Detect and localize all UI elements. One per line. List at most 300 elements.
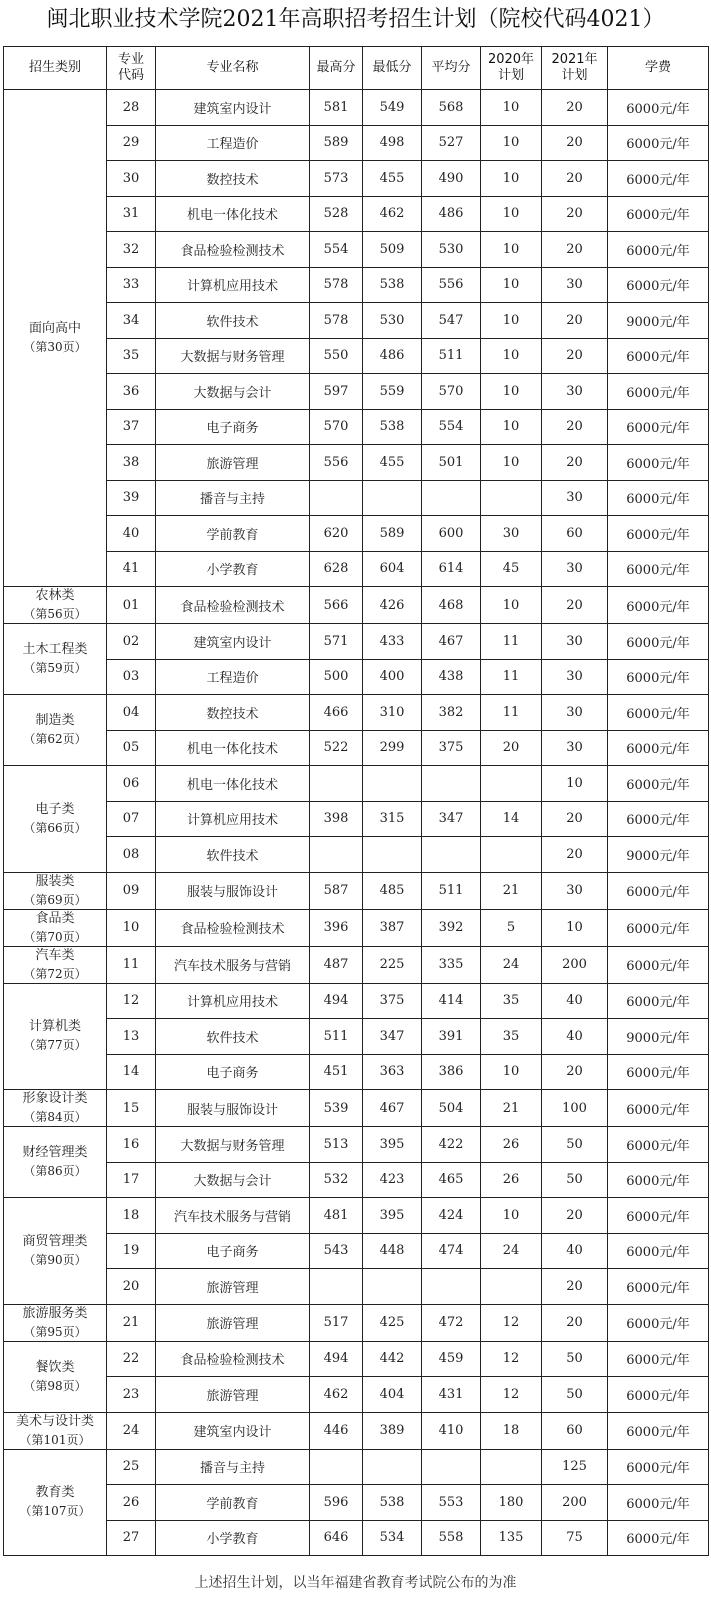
min-score-cell: 530 [363, 303, 422, 339]
header-plan-2020: 2020年 计划 [481, 47, 542, 90]
plan-2020-cell: 10 [481, 90, 542, 126]
min-score-cell: 455 [363, 445, 422, 481]
tuition-fee-cell: 6000元/年 [608, 1304, 709, 1341]
major-code-cell: 12 [107, 983, 156, 1019]
avg-score-cell: 558 [422, 1520, 481, 1556]
max-score-cell: 451 [310, 1054, 363, 1090]
min-score-cell: 225 [363, 946, 422, 983]
table-row [4, 1377, 709, 1413]
table-row [4, 1162, 709, 1198]
major-name-cell: 食品检验检测技术 [156, 587, 310, 624]
major-code-cell: 33 [107, 267, 156, 303]
plan-2021-cell: 30 [542, 480, 608, 516]
tuition-fee-cell: 6000元/年 [608, 730, 709, 766]
tuition-fee-cell: 6000元/年 [608, 801, 709, 837]
max-score-cell: 481 [310, 1198, 363, 1234]
table-row [4, 267, 709, 303]
plan-2020-cell: 5 [481, 909, 542, 946]
avg-score-cell: 467 [422, 624, 481, 660]
plan-2020-cell: 11 [481, 695, 542, 731]
plan-2021-cell: 50 [542, 1341, 608, 1377]
plan-2020-cell: 10 [481, 267, 542, 303]
major-name-cell: 机电一体化技术 [156, 196, 310, 232]
avg-score-cell: 490 [422, 161, 481, 197]
avg-score-cell: 382 [422, 695, 481, 731]
major-name-cell: 播音与主持 [156, 1449, 310, 1485]
avg-score-cell: 486 [422, 196, 481, 232]
category-page-ref: （第56页） [23, 607, 87, 621]
table-row [4, 1485, 709, 1521]
major-name-cell: 小学教育 [156, 1520, 310, 1556]
max-score-cell: 571 [310, 624, 363, 660]
min-score-cell: 604 [363, 551, 422, 587]
max-score-cell: 646 [310, 1520, 363, 1556]
header-major-name: 专业名称 [156, 47, 310, 90]
max-score-cell: 539 [310, 1090, 363, 1127]
min-score-cell [363, 766, 422, 802]
category-page-ref: （第59页） [23, 661, 87, 675]
category-cell [4, 909, 107, 946]
max-score-cell: 396 [310, 909, 363, 946]
plan-2020-cell: 10 [481, 374, 542, 410]
tuition-fee-cell: 6000元/年 [608, 695, 709, 731]
major-code-cell: 09 [107, 872, 156, 909]
max-score-cell: 513 [310, 1127, 363, 1163]
table-row [4, 983, 709, 1019]
table-row [4, 1198, 709, 1234]
plan-2020-cell: 10 [481, 1054, 542, 1090]
major-code-cell: 07 [107, 801, 156, 837]
table-row [4, 1233, 709, 1269]
table-row [4, 90, 709, 126]
max-score-cell: 550 [310, 338, 363, 374]
max-score-cell: 554 [310, 232, 363, 268]
table-row [4, 196, 709, 232]
avg-score-cell: 472 [422, 1304, 481, 1341]
category-cell [4, 1090, 107, 1127]
max-score-cell: 620 [310, 516, 363, 552]
plan-2020-cell: 26 [481, 1127, 542, 1163]
max-score-cell: 581 [310, 90, 363, 126]
min-score-cell [363, 1449, 422, 1485]
plan-2020-cell [481, 837, 542, 873]
plan-2020-cell: 10 [481, 409, 542, 445]
category-cell [4, 1449, 107, 1556]
tuition-fee-cell: 6000元/年 [608, 1162, 709, 1198]
category-page-ref: （第107页） [19, 1504, 91, 1519]
major-name-cell: 大数据与财务管理 [156, 338, 310, 374]
plan-2021-cell: 30 [542, 659, 608, 695]
min-score-cell: 395 [363, 1127, 422, 1163]
max-score-cell [310, 480, 363, 516]
major-code-cell: 03 [107, 659, 156, 695]
category-cell [4, 946, 107, 983]
major-name-cell: 旅游管理 [156, 1304, 310, 1341]
avg-score-cell: 335 [422, 946, 481, 983]
min-score-cell: 538 [363, 267, 422, 303]
plan-2021-cell: 40 [542, 983, 608, 1019]
min-score-cell: 375 [363, 983, 422, 1019]
category-cell [4, 1198, 107, 1305]
major-code-cell: 14 [107, 1054, 156, 1090]
major-name-cell: 电子商务 [156, 1054, 310, 1090]
category-name: 旅游服务类 [22, 1305, 88, 1321]
category-page-ref: （第86页） [23, 1164, 87, 1178]
major-name-cell: 计算机应用技术 [156, 801, 310, 837]
min-score-cell: 538 [363, 409, 422, 445]
plan-2021-cell: 20 [542, 90, 608, 126]
plan-2020-cell: 12 [481, 1377, 542, 1413]
major-code-cell: 34 [107, 303, 156, 339]
plan-2021-cell: 20 [542, 837, 608, 873]
tuition-fee-cell: 6000元/年 [608, 1341, 709, 1377]
major-code-cell: 39 [107, 480, 156, 516]
major-code-cell: 08 [107, 837, 156, 873]
category-cell [4, 766, 107, 873]
major-name-cell: 机电一体化技术 [156, 766, 310, 802]
table-row [4, 125, 709, 161]
category-page-ref: （第84页） [23, 1110, 87, 1124]
table-row [4, 730, 709, 766]
plan-2021-cell: 100 [542, 1090, 608, 1127]
table-row [4, 551, 709, 587]
category-name: 财经管理类 [22, 1145, 88, 1160]
plan-2020-cell: 10 [481, 161, 542, 197]
major-code-cell: 05 [107, 730, 156, 766]
avg-score-cell: 465 [422, 1162, 481, 1198]
max-score-cell [310, 1269, 363, 1305]
avg-score-cell: 392 [422, 909, 481, 946]
major-code-cell: 15 [107, 1090, 156, 1127]
table-row [4, 1019, 709, 1055]
plan-2020-cell: 12 [481, 1341, 542, 1377]
major-name-cell: 旅游管理 [156, 1377, 310, 1413]
table-row [4, 1127, 709, 1163]
plan-2020-cell [481, 1269, 542, 1305]
header-min-score: 最低分 [363, 47, 422, 90]
table-row [4, 909, 709, 946]
min-score-cell: 433 [363, 624, 422, 660]
tuition-fee-cell: 6000元/年 [608, 232, 709, 268]
plan-2020-cell: 10 [481, 303, 542, 339]
tuition-fee-cell: 6000元/年 [608, 587, 709, 624]
min-score-cell: 498 [363, 125, 422, 161]
avg-score-cell: 527 [422, 125, 481, 161]
min-score-cell: 400 [363, 659, 422, 695]
major-code-cell: 20 [107, 1269, 156, 1305]
max-score-cell [310, 766, 363, 802]
avg-score-cell: 568 [422, 90, 481, 126]
major-name-cell: 汽车技术服务与营销 [156, 1198, 310, 1234]
header-max-score: 最高分 [310, 47, 363, 90]
plan-2020-cell [481, 766, 542, 802]
major-name-cell: 建筑室内设计 [156, 90, 310, 126]
plan-2021-cell: 20 [542, 445, 608, 481]
plan-2021-cell: 125 [542, 1449, 608, 1485]
category-page-ref: （第77页） [23, 1038, 87, 1053]
table-row [4, 1090, 709, 1127]
category-name: 餐饮类 [35, 1359, 75, 1375]
category-cell [4, 695, 107, 766]
max-score-cell: 596 [310, 1485, 363, 1521]
category-name: 农林类 [35, 588, 75, 603]
max-score-cell: 578 [310, 303, 363, 339]
plan-2020-cell: 11 [481, 624, 542, 660]
plan-2020-cell: 10 [481, 125, 542, 161]
plan-2021-cell: 20 [542, 801, 608, 837]
major-name-cell: 大数据与财务管理 [156, 1127, 310, 1163]
tuition-fee-cell: 6000元/年 [608, 90, 709, 126]
max-score-cell: 511 [310, 1019, 363, 1055]
plan-2020-cell: 135 [481, 1520, 542, 1556]
min-score-cell: 589 [363, 516, 422, 552]
category-name: 土木工程类 [22, 642, 88, 657]
tuition-fee-cell: 6000元/年 [608, 1377, 709, 1413]
max-score-cell: 628 [310, 551, 363, 587]
min-score-cell: 485 [363, 872, 422, 909]
major-code-cell: 11 [107, 946, 156, 983]
table-body [4, 90, 709, 1556]
min-score-cell: 404 [363, 1377, 422, 1413]
avg-score-cell: 347 [422, 801, 481, 837]
major-name-cell: 小学教育 [156, 551, 310, 587]
plan-2021-cell: 20 [542, 587, 608, 624]
max-score-cell: 517 [310, 1304, 363, 1341]
major-name-cell: 计算机应用技术 [156, 983, 310, 1019]
major-name-cell: 服装与服饰设计 [156, 1090, 310, 1127]
plan-2021-cell: 30 [542, 267, 608, 303]
major-code-cell: 06 [107, 766, 156, 802]
major-code-cell: 02 [107, 624, 156, 660]
plan-2020-cell: 12 [481, 1304, 542, 1341]
plan-2020-cell: 26 [481, 1162, 542, 1198]
min-score-cell: 442 [363, 1341, 422, 1377]
major-name-cell: 汽车技术服务与营销 [156, 946, 310, 983]
avg-score-cell: 511 [422, 872, 481, 909]
major-code-cell: 32 [107, 232, 156, 268]
avg-score-cell: 570 [422, 374, 481, 410]
category-cell [4, 587, 107, 624]
tuition-fee-cell: 6000元/年 [608, 445, 709, 481]
category-name: 服装类 [35, 873, 75, 889]
plan-2021-cell: 30 [542, 624, 608, 660]
major-name-cell: 服装与服饰设计 [156, 872, 310, 909]
category-page-ref: （第101页） [19, 1432, 91, 1447]
major-code-cell: 22 [107, 1341, 156, 1377]
tuition-fee-cell: 6000元/年 [608, 1198, 709, 1234]
plan-2020-cell: 24 [481, 1233, 542, 1269]
max-score-cell: 532 [310, 1162, 363, 1198]
major-code-cell: 30 [107, 161, 156, 197]
table-row [4, 837, 709, 873]
major-code-cell: 41 [107, 551, 156, 587]
plan-2021-cell: 20 [542, 1054, 608, 1090]
plan-2021-cell: 30 [542, 695, 608, 731]
table-row [4, 946, 709, 983]
table-row [4, 1269, 709, 1305]
major-code-cell: 10 [107, 909, 156, 946]
plan-2020-cell: 11 [481, 659, 542, 695]
major-code-cell: 01 [107, 587, 156, 624]
avg-score-cell: 410 [422, 1412, 481, 1449]
major-code-cell: 36 [107, 374, 156, 410]
avg-score-cell: 547 [422, 303, 481, 339]
tuition-fee-cell: 9000元/年 [608, 837, 709, 873]
max-score-cell: 578 [310, 267, 363, 303]
tuition-fee-cell: 6000元/年 [608, 1269, 709, 1305]
min-score-cell: 425 [363, 1304, 422, 1341]
avg-score-cell: 468 [422, 587, 481, 624]
tuition-fee-cell: 9000元/年 [608, 303, 709, 339]
min-score-cell: 363 [363, 1054, 422, 1090]
plan-2021-cell: 30 [542, 730, 608, 766]
major-name-cell: 数控技术 [156, 161, 310, 197]
header-category: 招生类别 [4, 47, 107, 90]
plan-2020-cell: 35 [481, 1019, 542, 1055]
tuition-fee-cell: 6000元/年 [608, 196, 709, 232]
avg-score-cell: 386 [422, 1054, 481, 1090]
max-score-cell [310, 1449, 363, 1485]
category-cell [4, 1127, 107, 1198]
tuition-fee-cell: 9000元/年 [608, 1019, 709, 1055]
max-score-cell: 462 [310, 1377, 363, 1413]
plan-2020-cell: 45 [481, 551, 542, 587]
tuition-fee-cell: 6000元/年 [608, 125, 709, 161]
table-row [4, 409, 709, 445]
max-score-cell: 522 [310, 730, 363, 766]
tuition-fee-cell: 6000元/年 [608, 480, 709, 516]
max-score-cell: 466 [310, 695, 363, 731]
max-score-cell: 500 [310, 659, 363, 695]
avg-score-cell: 438 [422, 659, 481, 695]
major-name-cell: 旅游管理 [156, 445, 310, 481]
plan-2021-cell: 50 [542, 1162, 608, 1198]
max-score-cell: 570 [310, 409, 363, 445]
plan-2020-cell: 18 [481, 1412, 542, 1449]
category-name: 制造类 [35, 713, 75, 728]
table-row [4, 1449, 709, 1485]
tuition-fee-cell: 6000元/年 [608, 1054, 709, 1090]
category-name: 汽车类 [35, 947, 75, 963]
min-score-cell: 559 [363, 374, 422, 410]
category-page-ref: （第95页） [23, 1324, 87, 1339]
major-code-cell: 19 [107, 1233, 156, 1269]
plan-2020-cell: 10 [481, 1198, 542, 1234]
plan-2021-cell: 20 [542, 1198, 608, 1234]
table-row [4, 766, 709, 802]
min-score-cell: 538 [363, 1485, 422, 1521]
category-cell [4, 624, 107, 695]
table-row [4, 232, 709, 268]
min-score-cell: 549 [363, 90, 422, 126]
table-row [4, 445, 709, 481]
max-score-cell: 446 [310, 1412, 363, 1449]
tuition-fee-cell: 6000元/年 [608, 338, 709, 374]
plan-2021-cell: 20 [542, 1304, 608, 1341]
category-page-ref: （第30页） [23, 340, 87, 354]
table-row [4, 516, 709, 552]
category-name: 电子类 [35, 801, 75, 817]
category-name: 美术与设计类 [15, 1413, 94, 1429]
plan-2020-cell [481, 480, 542, 516]
major-name-cell: 机电一体化技术 [156, 730, 310, 766]
tuition-fee-cell: 6000元/年 [608, 983, 709, 1019]
major-name-cell: 软件技术 [156, 1019, 310, 1055]
plan-2020-cell: 21 [481, 872, 542, 909]
max-score-cell: 556 [310, 445, 363, 481]
plan-2021-cell: 20 [542, 409, 608, 445]
category-name: 食品类 [35, 910, 75, 926]
category-name: 教育类 [35, 1485, 75, 1501]
table-row [4, 624, 709, 660]
plan-2020-cell: 24 [481, 946, 542, 983]
tuition-fee-cell: 6000元/年 [608, 909, 709, 946]
avg-score-cell [422, 480, 481, 516]
max-score-cell: 589 [310, 125, 363, 161]
major-name-cell: 旅游管理 [156, 1269, 310, 1305]
plan-2021-cell: 60 [542, 516, 608, 552]
table-row [4, 338, 709, 374]
footer-note: 上述招生计划，以当年福建省教育考试院公布的为准 [194, 1575, 517, 1591]
tuition-fee-cell: 6000元/年 [608, 659, 709, 695]
min-score-cell: 534 [363, 1520, 422, 1556]
max-score-cell: 494 [310, 983, 363, 1019]
avg-score-cell: 391 [422, 1019, 481, 1055]
min-score-cell: 347 [363, 1019, 422, 1055]
min-score-cell: 389 [363, 1412, 422, 1449]
major-name-cell: 工程造价 [156, 659, 310, 695]
header-plan-2021: 2021年 计划 [542, 47, 608, 90]
tuition-fee-cell: 6000元/年 [608, 409, 709, 445]
category-cell [4, 1304, 107, 1341]
table-row [4, 303, 709, 339]
plan-2021-cell: 200 [542, 946, 608, 983]
min-score-cell: 509 [363, 232, 422, 268]
plan-2020-cell [481, 1449, 542, 1485]
plan-2020-cell: 10 [481, 196, 542, 232]
avg-score-cell [422, 837, 481, 873]
major-name-cell: 大数据与会计 [156, 374, 310, 410]
plan-2021-cell: 20 [542, 161, 608, 197]
major-code-cell: 13 [107, 1019, 156, 1055]
table-row [4, 1304, 709, 1341]
min-score-cell: 423 [363, 1162, 422, 1198]
plan-2021-cell: 20 [542, 196, 608, 232]
plan-2021-cell: 20 [542, 1269, 608, 1305]
max-score-cell: 573 [310, 161, 363, 197]
plan-2021-cell: 20 [542, 232, 608, 268]
tuition-fee-cell: 6000元/年 [608, 1485, 709, 1521]
avg-score-cell [422, 1269, 481, 1305]
major-code-cell: 38 [107, 445, 156, 481]
avg-score-cell: 600 [422, 516, 481, 552]
plan-2021-cell: 40 [542, 1019, 608, 1055]
tuition-fee-cell: 6000元/年 [608, 1412, 709, 1449]
tuition-fee-cell: 6000元/年 [608, 1127, 709, 1163]
plan-2021-cell: 75 [542, 1520, 608, 1556]
tuition-fee-cell: 6000元/年 [608, 1520, 709, 1556]
table-row [4, 587, 709, 624]
major-name-cell: 食品检验检测技术 [156, 1341, 310, 1377]
min-score-cell [363, 480, 422, 516]
plan-2021-cell: 10 [542, 909, 608, 946]
plan-2020-cell: 21 [481, 1090, 542, 1127]
min-score-cell: 387 [363, 909, 422, 946]
min-score-cell [363, 1269, 422, 1305]
tuition-fee-cell: 6000元/年 [608, 516, 709, 552]
header-code: 专业 代码 [107, 47, 156, 90]
category-page-ref: （第72页） [23, 966, 87, 981]
